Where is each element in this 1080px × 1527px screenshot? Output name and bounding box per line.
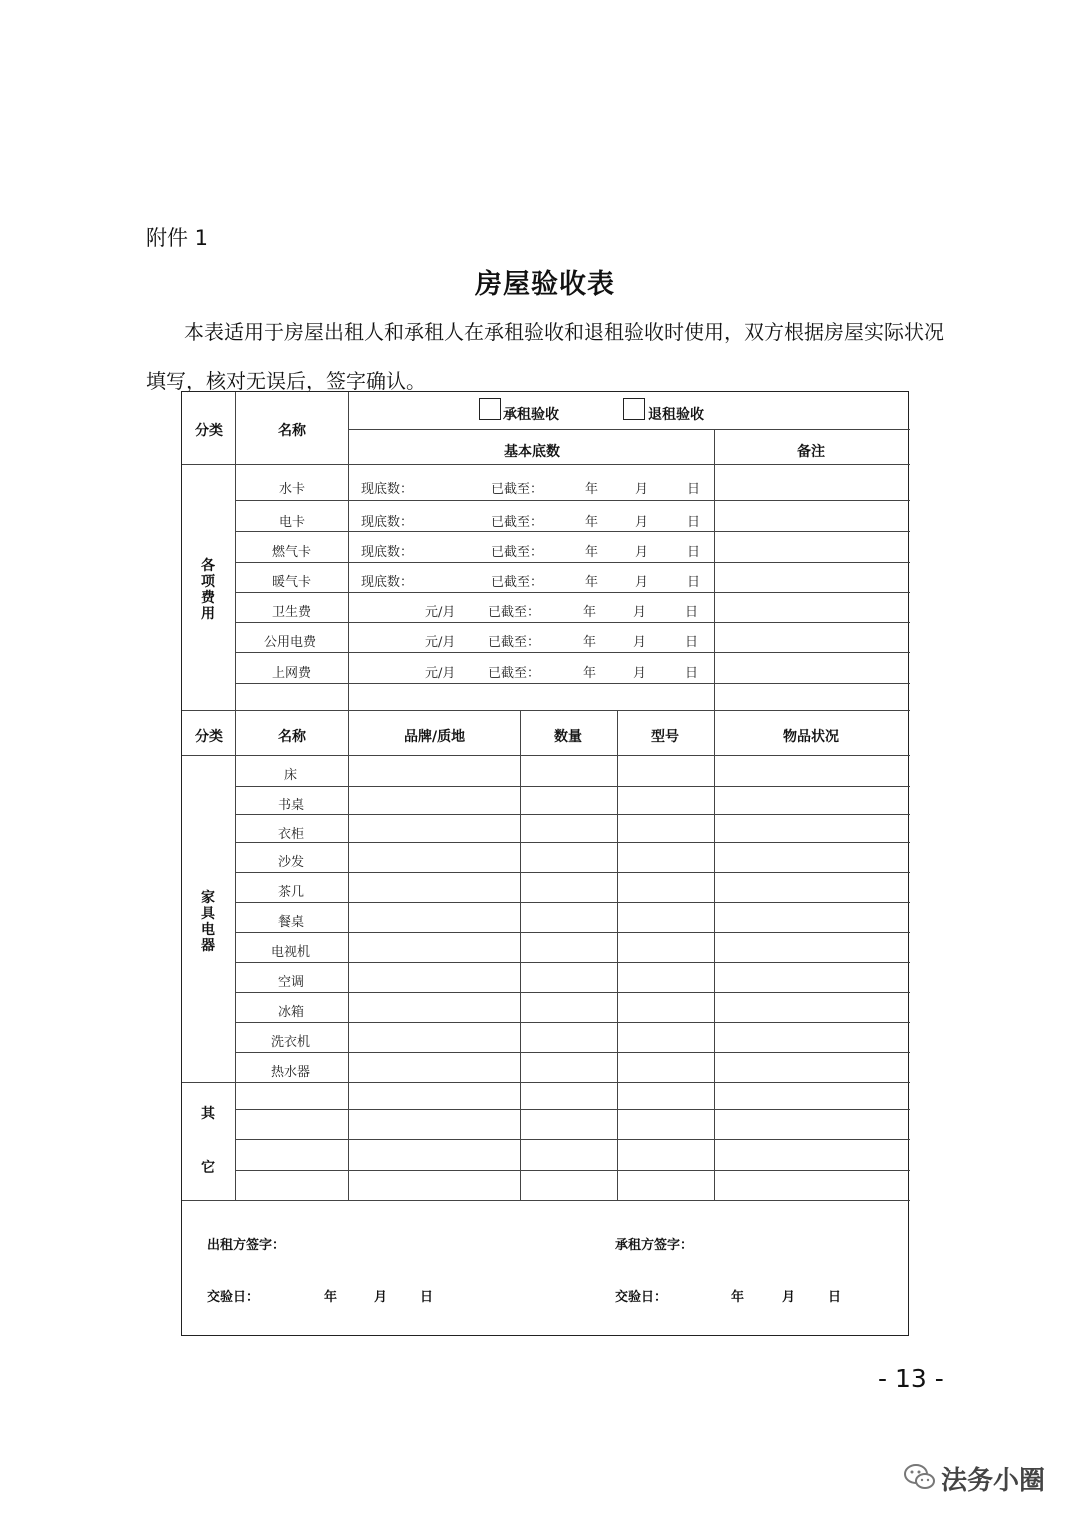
checkin-checkbox[interactable] — [479, 398, 501, 420]
fee-until-label: 已截至： — [491, 515, 544, 530]
date-day: 日 — [685, 605, 699, 620]
header-base-reading: 基本底数 — [504, 444, 560, 460]
date-month: 月 — [633, 666, 647, 681]
fee-unit-label: 元/月 — [425, 605, 456, 620]
date-year: 年 — [585, 545, 599, 560]
furniture-item-fridge: 冰箱 — [278, 1005, 305, 1020]
furniture-item-air-conditioner: 空调 — [278, 975, 305, 990]
furniture-group-label: 家具电器 — [201, 890, 215, 954]
fee-until-label: 已截至： — [491, 575, 544, 590]
tenant-date-year: 年 — [731, 1290, 745, 1305]
fee-until-label: 已截至： — [488, 605, 541, 620]
header-remarks: 备注 — [797, 444, 825, 460]
fee-until-label: 已截至： — [488, 666, 541, 681]
fee-unit-label: 元/月 — [425, 635, 456, 650]
date-day: 日 — [687, 545, 701, 560]
date-year: 年 — [583, 605, 597, 620]
landlord-date-label: 交验日： — [207, 1290, 260, 1305]
fee-until-label: 已截至： — [488, 635, 541, 650]
date-year: 年 — [583, 635, 597, 650]
fee-until-label: 已截至： — [491, 482, 544, 497]
fee-reading-label: 现底数： — [361, 575, 414, 590]
date-day: 日 — [685, 666, 699, 681]
other-label-bottom: 它 — [201, 1160, 215, 1176]
furniture-item-water-heater: 热水器 — [271, 1065, 311, 1080]
furniture-item-sofa: 沙发 — [278, 855, 305, 870]
date-month: 月 — [635, 515, 649, 530]
checkout-label: 退租验收 — [648, 407, 704, 423]
items-header-name: 名称 — [278, 729, 306, 745]
header-name: 名称 — [278, 423, 306, 439]
furniture-item-wardrobe: 衣柜 — [278, 827, 305, 842]
date-day: 日 — [685, 635, 699, 650]
intro-text-line2: 填写，核对无误后，签字确认。 — [146, 369, 426, 393]
watermark-text: 法务小圈 — [941, 1466, 1046, 1496]
watermark — [903, 1460, 1045, 1497]
fee-unit-label: 元/月 — [425, 666, 456, 681]
items-header-brand: 品牌/质地 — [404, 729, 466, 745]
tenant-signature-label: 承租方签字： — [615, 1238, 694, 1253]
date-month: 月 — [635, 482, 649, 497]
landlord-date-day: 日 — [420, 1290, 434, 1305]
date-year: 年 — [583, 666, 597, 681]
fee-reading-label: 现底数： — [361, 545, 414, 560]
fee-item-name: 卫生费 — [272, 605, 312, 620]
items-header-quantity: 数量 — [554, 729, 582, 745]
items-header-condition: 物品状况 — [783, 729, 839, 745]
items-header-category: 分类 — [195, 729, 223, 745]
other-label-top: 其 — [201, 1106, 215, 1122]
landlord-signature-label: 出租方签字： — [207, 1238, 286, 1253]
furniture-item-washing-machine: 洗衣机 — [271, 1035, 311, 1050]
fee-until-label: 已截至： — [491, 545, 544, 560]
date-month: 月 — [633, 605, 647, 620]
checkout-checkbox[interactable] — [623, 398, 645, 420]
fee-reading-label: 现底数： — [361, 482, 414, 497]
furniture-item-tv: 电视机 — [271, 945, 311, 960]
fee-reading-label: 现底数： — [361, 515, 414, 530]
tenant-date-label: 交验日： — [615, 1290, 668, 1305]
checkin-label: 承租验收 — [503, 407, 559, 423]
attachment-label: 附件 1 — [146, 226, 209, 250]
intro-text-line1: 本表适用于房屋出租人和承租人在承租验收和退租验收时使用，双方根据房屋实际状况 — [184, 320, 944, 344]
date-year: 年 — [585, 575, 599, 590]
document-title: 房屋验收表 — [475, 269, 615, 300]
date-day: 日 — [687, 515, 701, 530]
date-year: 年 — [585, 482, 599, 497]
header-category: 分类 — [195, 423, 223, 439]
page-number: - 13 - — [878, 1364, 944, 1393]
fee-item-name: 上网费 — [272, 666, 312, 681]
landlord-date-year: 年 — [324, 1290, 338, 1305]
date-month: 月 — [633, 635, 647, 650]
furniture-item-desk: 书桌 — [278, 798, 305, 813]
date-day: 日 — [687, 482, 701, 497]
fee-item-name: 公用电费 — [264, 635, 317, 650]
date-month: 月 — [635, 545, 649, 560]
tenant-date-month: 月 — [782, 1290, 796, 1305]
wechat-icon — [903, 1462, 937, 1496]
inspection-form — [181, 391, 909, 1336]
furniture-item-coffee-table: 茶几 — [278, 885, 305, 900]
date-month: 月 — [635, 575, 649, 590]
fee-item-name: 暖气卡 — [272, 575, 312, 590]
fee-item-name: 燃气卡 — [272, 545, 312, 560]
items-header-model: 型号 — [651, 729, 679, 745]
tenant-date-day: 日 — [828, 1290, 842, 1305]
furniture-item-bed: 床 — [284, 768, 298, 783]
date-year: 年 — [585, 515, 599, 530]
fee-item-name: 水卡 — [279, 482, 306, 497]
furniture-item-dining-table: 餐桌 — [278, 915, 305, 930]
date-day: 日 — [687, 575, 701, 590]
landlord-date-month: 月 — [374, 1290, 388, 1305]
fee-item-name: 电卡 — [279, 515, 306, 530]
fees-group-label: 各项费用 — [201, 558, 215, 622]
